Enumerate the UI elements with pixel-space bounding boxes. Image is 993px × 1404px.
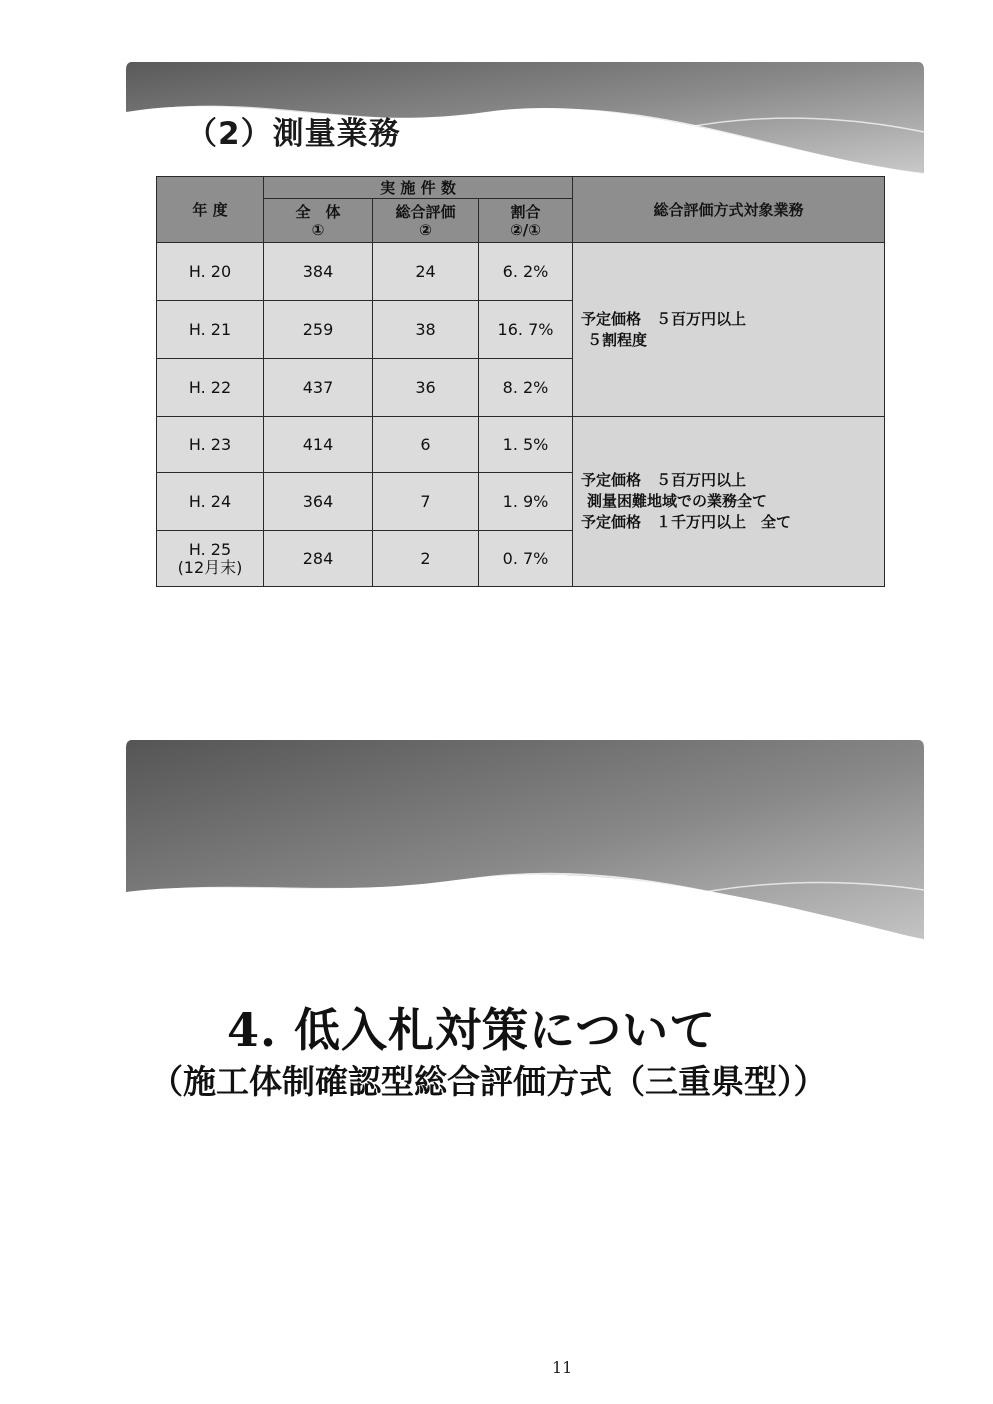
- cell-total: 414: [264, 417, 373, 473]
- cell-ratio: 6. 2%: [479, 243, 573, 301]
- header-comprehensive: [373, 199, 479, 243]
- cell-ratio: 1. 9%: [479, 473, 573, 531]
- cell-year: [157, 531, 264, 587]
- cell-total: 384: [264, 243, 373, 301]
- cell-target-group-1: [573, 243, 885, 417]
- section-heading: （2）測量業務: [186, 116, 401, 152]
- cell-year: H. 23: [157, 417, 264, 473]
- header-year: 年 度: [157, 177, 264, 243]
- cell-ratio: 8. 2%: [479, 359, 573, 417]
- cell-total: 364: [264, 473, 373, 531]
- target-line: 測量困難地域での業務全て: [587, 492, 768, 510]
- header-comprehensive-label: 総合評価: [395, 202, 456, 221]
- table-row: [157, 417, 885, 473]
- target-line: ５割程度: [587, 330, 648, 349]
- header-total-mark: ①: [311, 220, 325, 239]
- cell-target-group-2: [573, 417, 885, 587]
- cell-year: H. 24: [157, 473, 264, 531]
- header-ratio: [479, 199, 573, 243]
- header-count-group: 実 施 件 数: [264, 177, 573, 199]
- page-number: 11: [552, 1358, 573, 1377]
- slide-banner-bottom: [126, 740, 926, 955]
- target-line: 予定価格 ５百万円以上: [581, 471, 747, 489]
- header-ratio-mark: ②/①: [510, 220, 541, 239]
- slide-subtitle: （施工体制確認型総合評価方式（三重県型））: [150, 1062, 827, 1101]
- header-target: 総合評価方式対象業務: [573, 177, 885, 243]
- cell-year-note: (12月末): [177, 557, 243, 577]
- cell-comprehensive: 7: [373, 473, 479, 531]
- cell-total: 437: [264, 359, 373, 417]
- cell-comprehensive: 38: [373, 301, 479, 359]
- target-line: 予定価格 ５百万円以上: [581, 309, 747, 328]
- target-line: 予定価格 １千万円以上 全て: [581, 513, 792, 531]
- cell-comprehensive: 6: [373, 417, 479, 473]
- cell-year: H. 20: [157, 243, 264, 301]
- cell-comprehensive: 36: [373, 359, 479, 417]
- header-total-label: 全 体: [295, 202, 341, 221]
- cell-comprehensive: 24: [373, 243, 479, 301]
- header-ratio-label: 割合: [510, 202, 541, 221]
- cell-year: H. 21: [157, 301, 264, 359]
- cell-year: H. 22: [157, 359, 264, 417]
- header-comprehensive-mark: ②: [419, 220, 432, 239]
- cell-ratio: 16. 7%: [479, 301, 573, 359]
- survey-stats-table: [156, 176, 885, 587]
- cell-comprehensive: 2: [373, 531, 479, 587]
- slide-title: 4. 低入札対策について: [227, 1003, 717, 1057]
- cell-year-label: H. 25: [188, 539, 232, 559]
- cell-total: 259: [264, 301, 373, 359]
- cell-ratio: 0. 7%: [479, 531, 573, 587]
- cell-total: 284: [264, 531, 373, 587]
- header-total: [264, 199, 373, 243]
- cell-ratio: 1. 5%: [479, 417, 573, 473]
- table-row: [157, 243, 885, 301]
